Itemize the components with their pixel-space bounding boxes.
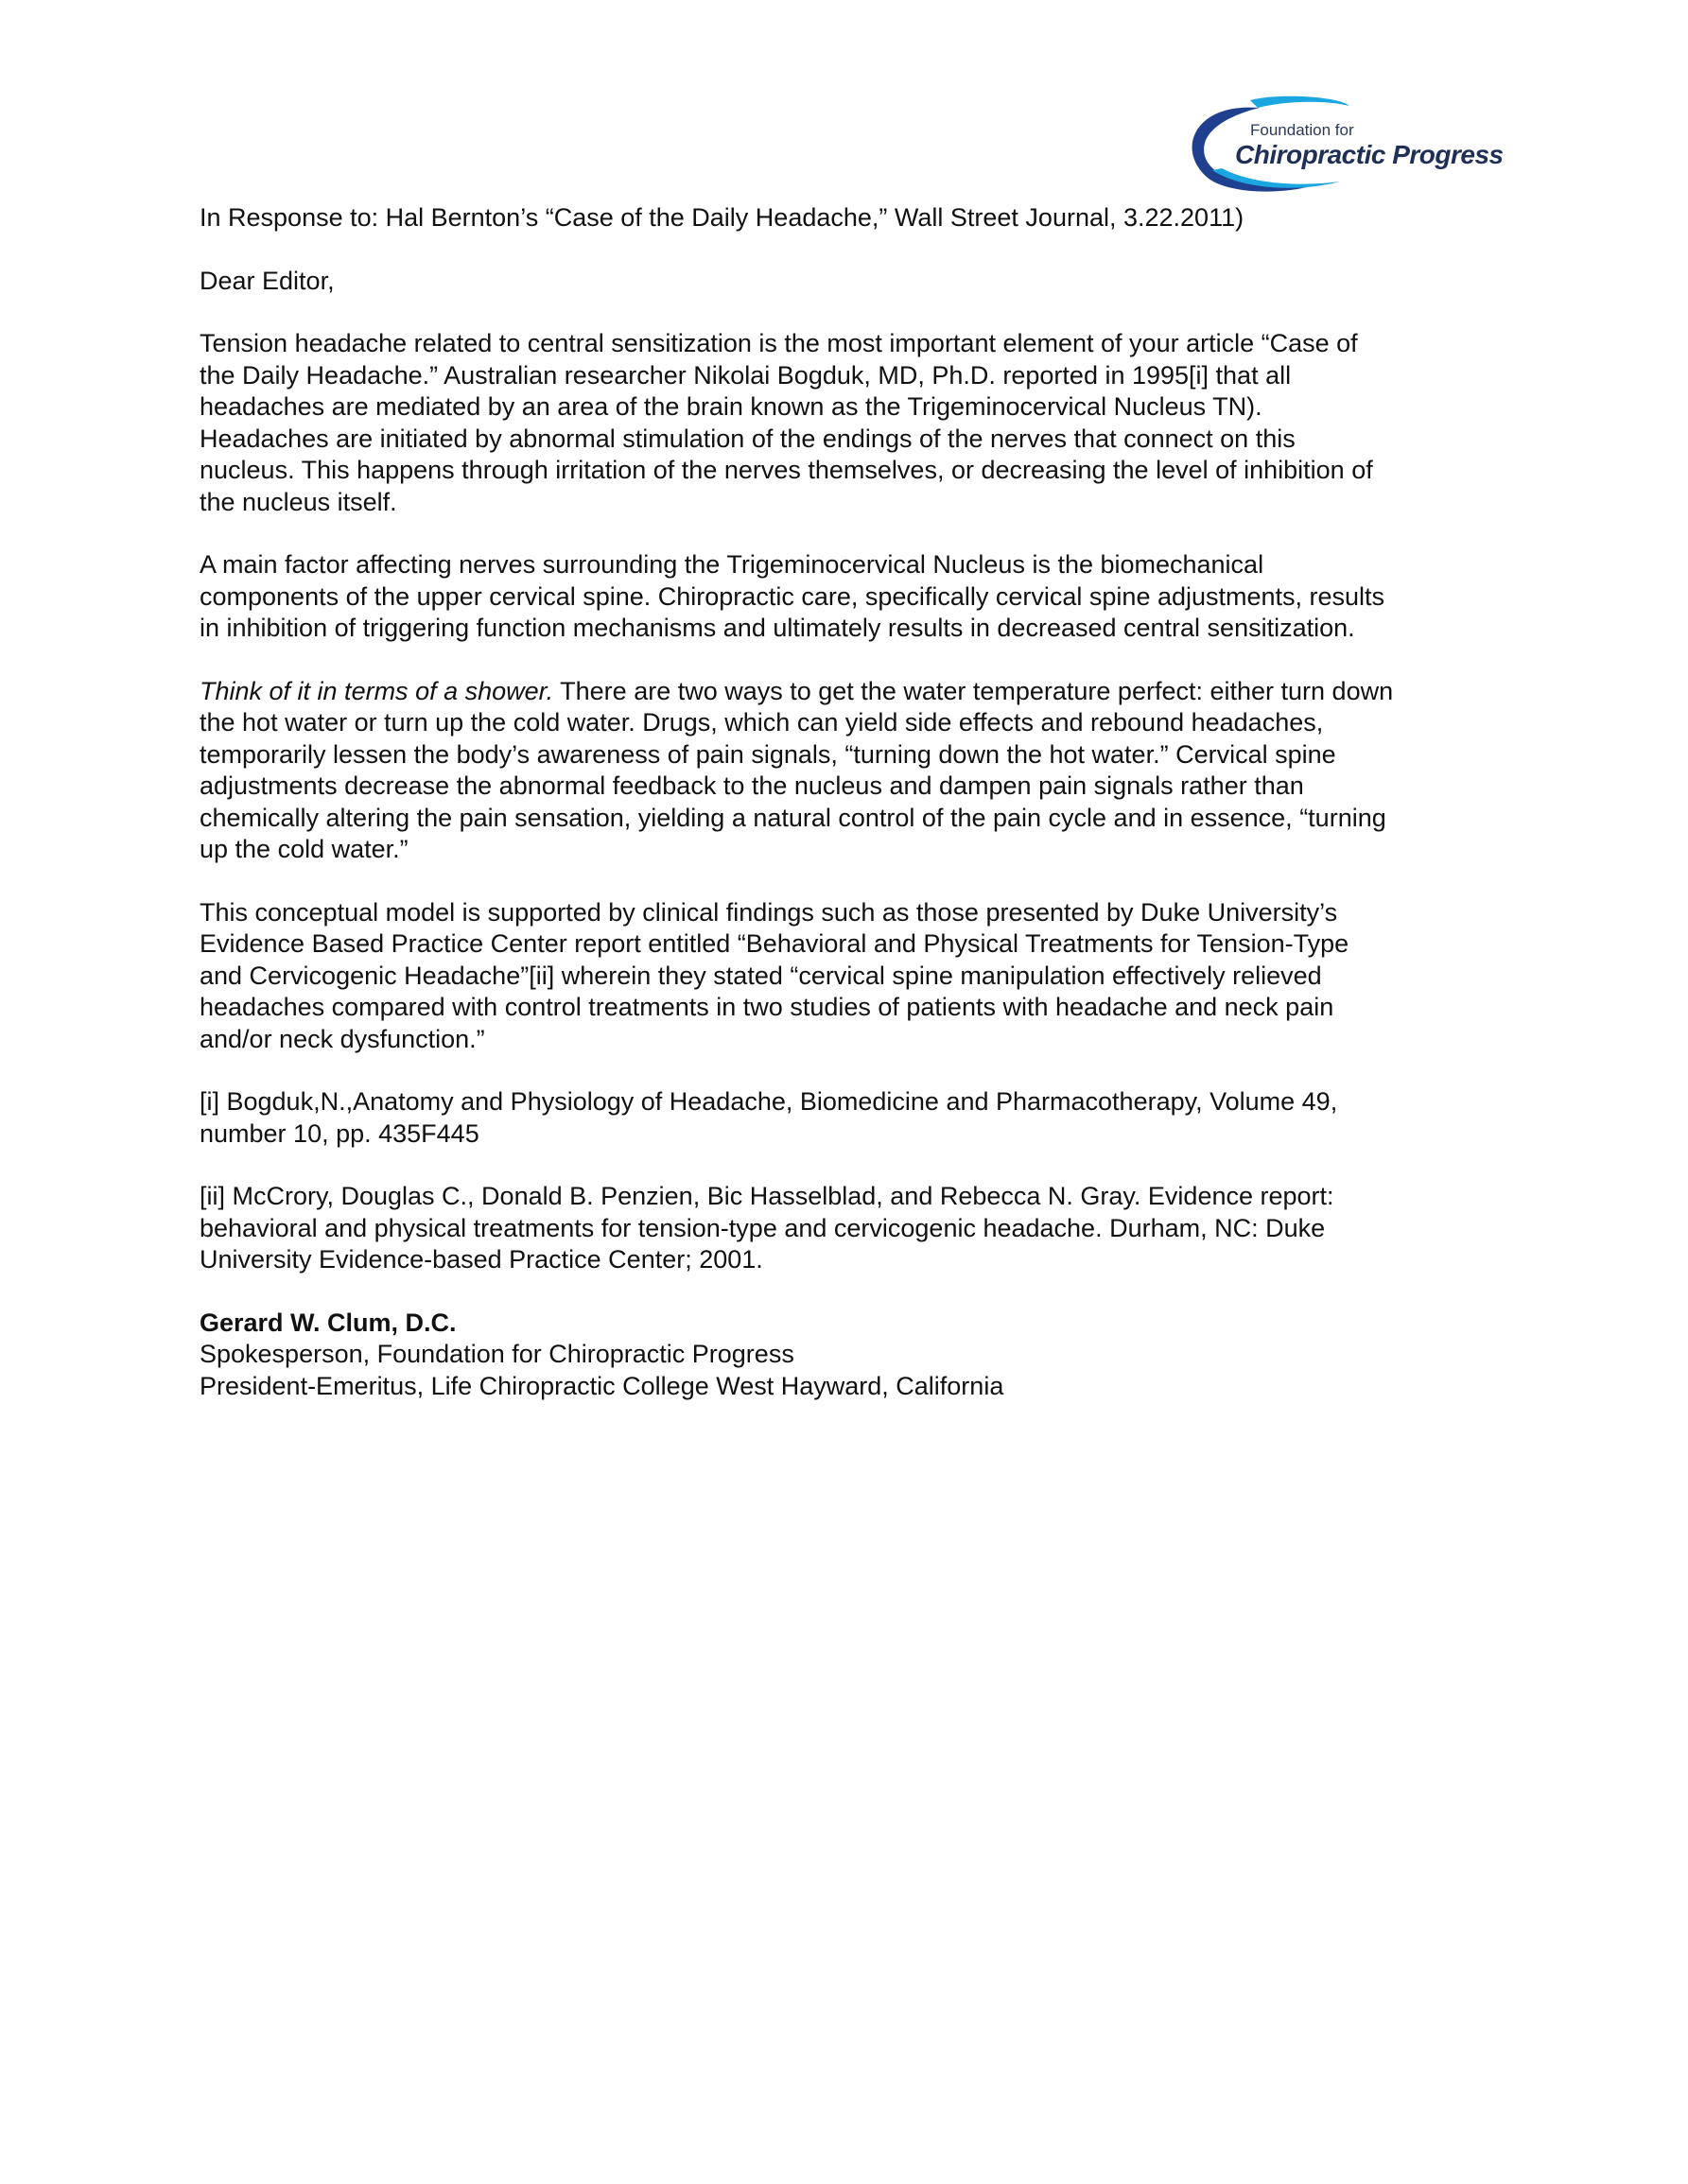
- response-line: In Response to: Hal Bernton’s “Case of the Daily Headache,” Wall Street Journal, 3.22.2011): [200, 203, 1244, 232]
- logo-line-1: Foundation for: [1250, 121, 1354, 139]
- paragraph-4: This conceptual model is supported by clinical findings such as those presented by Duke University’s Evidence Based Practice Center report entitled “Behavioral and Physical Treatments for Tension-Type and Cervicogenic Headache”[ii] wherein they stated “cervical spine manipulation effectively relieved headaches compared with control treatments in two studies of patients with headache and neck pain and/or neck dysfunction.”: [200, 897, 1349, 1053]
- paragraph-3: [200, 676, 1505, 866]
- salutation: Dear Editor,: [200, 266, 335, 295]
- paragraph-1: Tension headache related to central sensitization is the most important element of your article “Case of the Daily Headache.” Australian researcher Nikolai Bogduk, MD, Ph.D. reported in 1995[i] that all headaches are mediated by an area of the brain known as the Trigeminocervical Nucleus TN). Headaches are initiated by abnormal stimulation of the endings of the nerves that connect on this nucleus. This happens through irritation of the nerves themselves, or decreasing the level of inhibition of the nucleus itself.: [200, 329, 1373, 516]
- signature-title-1: Spokesperson, Foundation for Chiropractic Progress: [200, 1340, 794, 1368]
- paragraph-3-body: There are two ways to get the water temperature perfect: either turn down the hot water or turn up the cold water. Drugs, which can yield side effects and rebound headaches, temporarily lessen the body’s awareness of pain signals, “turning down the hot water.” Cervical spine adjustments decrease the abnormal feedback to the nucleus and dampen pain signals rather than chemically altering the pain sensation, yielding a natural control of the pain cycle and in essence, “turning up the cold water.”: [200, 676, 1394, 863]
- reference-2: [ii] McCrory, Douglas C., Donald B. Penzien, Bic Hasselblad, and Rebecca N. Gray. Evidence report: behavioral and physical treatments for tension-type and cervicogenic headache. Durham, NC: Duke University Evidence-based Practice Center; 2001.: [200, 1182, 1334, 1274]
- foundation-logo: [1184, 95, 1504, 199]
- reference-1: [i] Bogduk,N.,Anatomy and Physiology of Headache, Biomedicine and Pharmacotherapy, Volume 49, number 10, pp. 435F445: [200, 1087, 1338, 1148]
- signature-title-2: President-Emeritus, Life Chiropractic College West Hayward, California: [200, 1371, 1004, 1400]
- signature-name: Gerard W. Clum, D.C.: [200, 1308, 457, 1337]
- paragraph-3-lead: Think of it in terms of a shower.: [200, 676, 554, 705]
- letter-body: [200, 202, 1505, 1402]
- logo-line-2: Chiropractic Progress: [1235, 140, 1504, 169]
- paragraph-2: A main factor affecting nerves surrounding the Trigeminocervical Nucleus is the biomechanical components of the upper cervical spine. Chiropractic care, specifically cervical spine adjustments, results in inhibition of triggering function mechanisms and ultimately results in decreased central sensitization.: [200, 550, 1385, 642]
